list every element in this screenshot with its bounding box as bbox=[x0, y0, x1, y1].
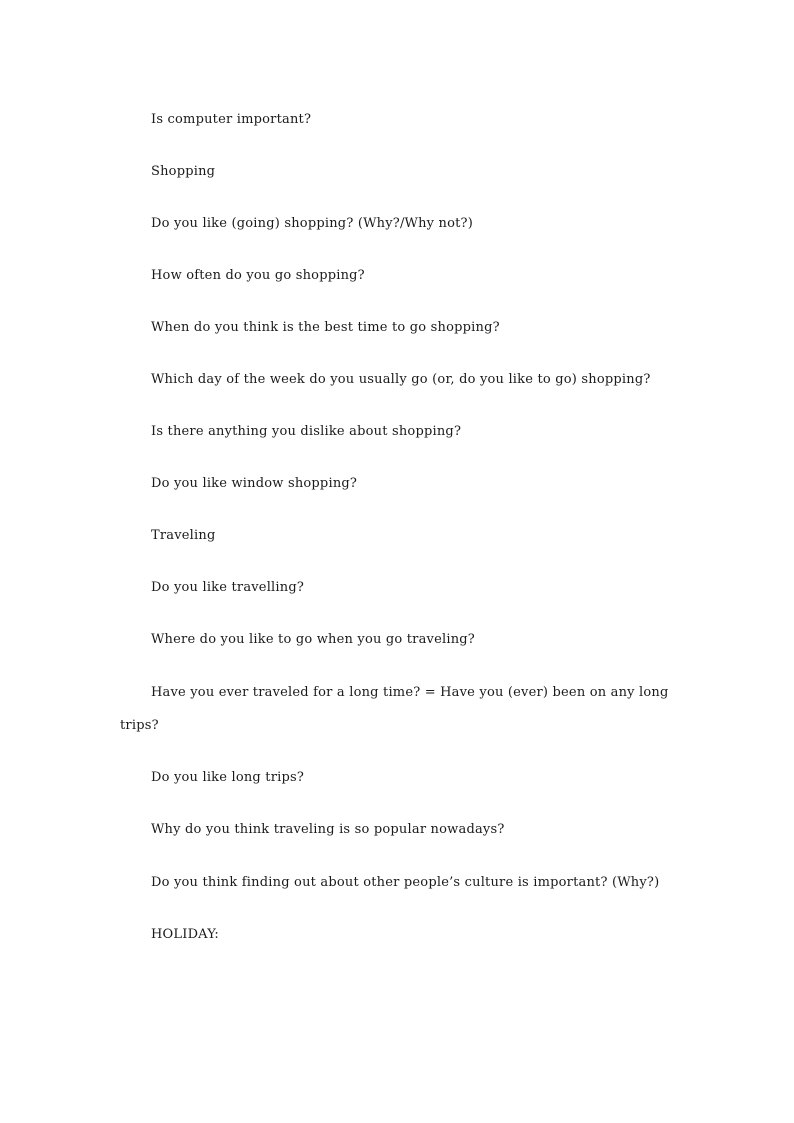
paragraph-question: Do you like window shopping? bbox=[151, 476, 358, 491]
section-heading-shopping: Shopping bbox=[151, 164, 216, 179]
paragraph-question: Why do you think traveling is so popular nowadays? bbox=[151, 822, 505, 837]
paragraph-question: Where do you like to go when you go traveling? bbox=[151, 632, 475, 647]
paragraph-question: Which day of the week do you usually go (or, do you like to go) shopping? bbox=[151, 372, 651, 387]
paragraph-question: Do you like travelling? bbox=[151, 580, 305, 595]
paragraph-question: Is computer important? bbox=[151, 112, 312, 127]
paragraph-question: Do you like long trips? bbox=[151, 770, 305, 785]
paragraph-question: Is there anything you dislike about shopping? bbox=[151, 424, 462, 439]
paragraph-question: Do you like (going) shopping? (Why?/Why not?) bbox=[151, 216, 473, 231]
paragraph-question: How often do you go shopping? bbox=[151, 268, 365, 283]
section-heading-traveling: Traveling bbox=[151, 528, 216, 543]
paragraph-question: When do you think is the best time to go shopping? bbox=[151, 320, 500, 335]
document-body bbox=[120, 110, 680, 977]
paragraph-question: Have you ever traveled for a long time? = Have you (ever) been on any long trips? bbox=[120, 685, 669, 733]
section-heading-holiday: HOLIDAY: bbox=[151, 927, 220, 942]
paragraph-question: Do you think finding out about other people’s culture is important? (Why?) bbox=[151, 875, 660, 890]
